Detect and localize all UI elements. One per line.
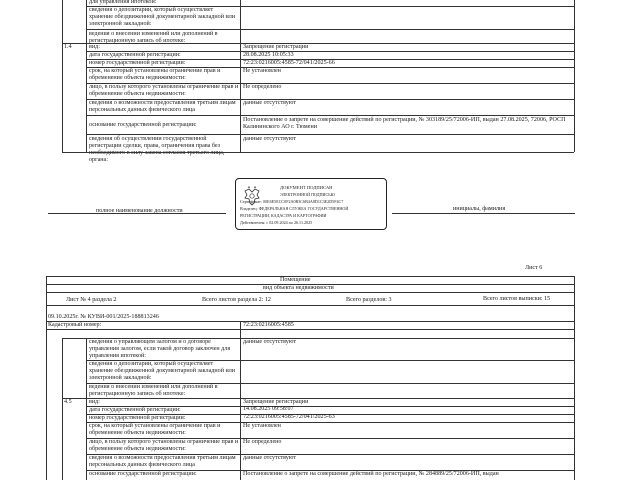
record-row-value: Постановление о запрете на совершение действий по регистрации, № 284889/25/72006-ИП, выдан	[243, 471, 499, 477]
table-border	[240, 0, 241, 152]
record-row-label: сведения о возможности предоставления третьим лицам персональных данных физического лица	[89, 100, 236, 113]
record-number: 4.5	[64, 399, 72, 405]
cadastral-number: 72:23:0216005:4585	[243, 322, 294, 328]
record-row-value: Не установлен	[243, 423, 281, 429]
record-row-value: Не установлен	[243, 68, 281, 74]
record-row-label: основание государственной регистрации:	[89, 122, 197, 128]
total-sheets-section: Всего листов раздела 2: 12	[202, 297, 271, 303]
record-row-value: 14.08.2025 09:58:07	[243, 406, 294, 412]
record-row-label: лицо, в пользу которого установлены ограничение прав и обременение объекта недвижимости:	[89, 439, 239, 452]
record-row-label: вид:	[89, 399, 100, 405]
pledge-manager-label: сведения о управляющем залогом и о договоре управления залогом, если такой договор заключен для управления ипотекой:	[89, 339, 231, 359]
record-row-label: лицо, в пользу которого установлены ограничение прав и обременение объекта недвижимости:	[89, 84, 239, 97]
stamp-owner: Владелец: ФЕДЕРАЛЬНАЯ СЛУЖБА ГОСУДАРСТВЕННОЙ	[240, 206, 349, 211]
changes-label: ведения о внесении изменений или дополнений в регистрационную запись об ипотеке:	[89, 384, 218, 397]
record-row-label: вид:	[89, 44, 100, 50]
record-row-label: номер государственной регистрации:	[89, 415, 186, 421]
record-row-label: основание государственной регистрации:	[89, 471, 197, 477]
changes-label: ведения о внесении изменений или дополнений в регистрационную запись об ипотеке:	[89, 31, 218, 44]
stamp-subtitle: ЭЛЕКТРОННОЙ ПОДПИСЬЮ	[280, 192, 335, 197]
record-row-value: 72:23:0216005:4585-72/041/2025-63	[243, 414, 335, 420]
record-row-label: дата государственной регистрации:	[89, 52, 181, 58]
stamp-owner-2: РЕГИСТРАЦИИ, КАДАСТРА И КАРТОГРАФИИ	[240, 213, 327, 218]
record-row-value: 72:23:0216005:4585-72/041/2025-66	[243, 60, 335, 66]
record-row-label: сведения об осуществлении государственной регистрации сделки, права, ограничения права без необходимого в силу закона согласия третьего лица, органа:	[89, 136, 225, 163]
sheet-number: Лист 6	[525, 265, 543, 271]
record-row-value: данные отсутствуют	[243, 100, 296, 106]
depository-label: сведения о депозитарии, который осуществляет хранение обездвиженной документарной закладной или электронной закладной:	[89, 361, 236, 381]
record-row-label: срок, на который установлены ограничение прав и обременение объекта недвижимости:	[89, 423, 221, 436]
record-row-label: дата государственной регистрации:	[89, 407, 181, 413]
record-row-value: Запрещение регистрации	[243, 44, 309, 50]
depository-label: сведения о депозитарии, который осуществляет хранение обездвиженной документарной закладной или электронной закладной:	[89, 7, 236, 27]
extract-date-number: 09.10.2025г. № КУВИ-001/2025-188813246	[48, 314, 159, 320]
object-kind: Помещение	[280, 277, 311, 283]
table-border	[62, 0, 63, 152]
record-row-value: Не определено	[243, 84, 282, 90]
total-sheets-extract: Всего листов выписки: 15	[483, 296, 551, 302]
stamp-certificate: Сертификат: 00E6E5ECC0F2A0B3C6B4A8D1C3E2D5F4C7	[240, 199, 344, 204]
section-sheet: Лист № 4 раздела 2	[66, 297, 117, 303]
total-sections: Всего разделов: 3	[346, 297, 392, 303]
table-border	[86, 0, 87, 152]
name-line	[392, 213, 575, 214]
object-kind-caption: вид объекта недвижимости	[263, 285, 334, 291]
coat-of-arms-icon	[241, 186, 263, 208]
cadastral-label: Кадастровый номер:	[48, 322, 102, 328]
table-border	[574, 0, 575, 152]
stamp-title: ДОКУМЕНТ ПОДПИСАН	[280, 185, 333, 190]
record-row-label: срок, на который установлены ограничение прав и обременение объекта недвижимости:	[89, 68, 221, 81]
record-number: 1.4	[64, 44, 72, 50]
record-row-value: Не определено	[243, 439, 282, 445]
record-row-value: данные отсутствуют	[243, 455, 296, 461]
record-row-value: Запрещение регистрации	[243, 399, 309, 405]
pledge-manager-fragment: для управления ипотекой:	[89, 0, 157, 5]
record-row-label: сведения о возможности предоставления третьим лицам персональных данных физического лица	[89, 455, 236, 468]
record-row-value: 28.08.2025 10:05:33	[243, 52, 294, 58]
pledge-manager-value: данные отсутствуют	[243, 339, 296, 345]
record-row-value: данные отсутствуют	[243, 136, 296, 142]
name-caption: инициалы, фамилия	[453, 206, 506, 212]
position-caption: полное наименование должности	[96, 208, 183, 214]
record-row-value: Постановление о запрете на совершение действий по регистрации, № 303189/25/72006-ИП, выдан 27.08.2025, 72006, РОСП Калининского АО г. Тюмени	[243, 117, 566, 130]
stamp-validity: Действителен: с 02.09.2024 по 26.11.2025	[240, 220, 313, 225]
electronic-signature-stamp	[235, 178, 387, 230]
record-row-label: номер государственной регистрации:	[89, 60, 186, 66]
